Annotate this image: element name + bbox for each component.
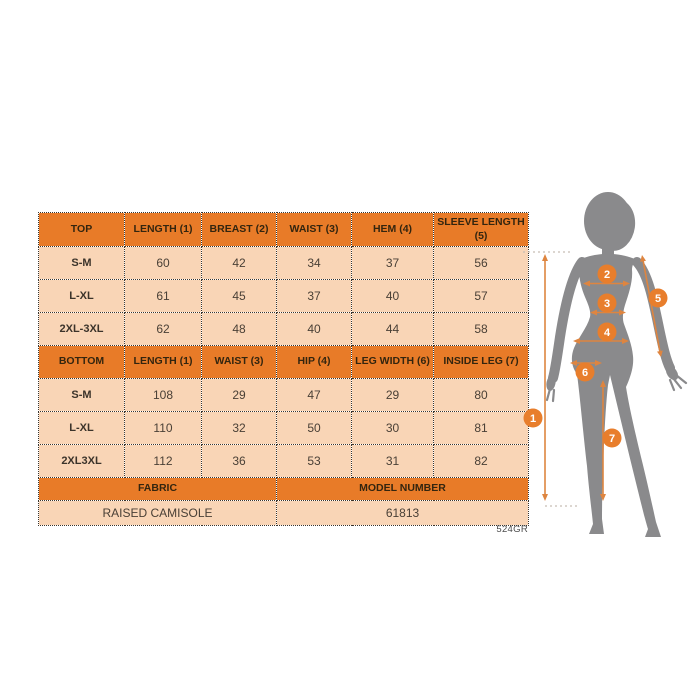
measurement-value: 56 <box>434 247 529 280</box>
marker-5 <box>649 289 668 308</box>
measurement-value: 29 <box>352 379 434 412</box>
measurement-value: 58 <box>434 313 529 346</box>
model-number-value: 61813 <box>277 501 529 526</box>
measurement-value: 29 <box>202 379 277 412</box>
column-header-sleeve-length: SLEEVE LENGTH (5) <box>434 213 529 247</box>
column-header-leg-width: LEG WIDTH (6) <box>352 346 434 379</box>
measurement-value: 81 <box>434 412 529 445</box>
table-row <box>39 247 529 280</box>
marker-4 <box>598 323 617 342</box>
model-number-label: MODEL NUMBER <box>277 478 529 501</box>
measurement-value: 37 <box>352 247 434 280</box>
marker-7 <box>603 429 622 448</box>
fabric-label: FABRIC <box>39 478 277 501</box>
column-header-hip: HIP (4) <box>277 346 352 379</box>
svg-text:7: 7 <box>608 432 616 445</box>
size-label: S-M <box>39 379 125 412</box>
measurement-value: 50 <box>277 412 352 445</box>
measurement-value: 108 <box>125 379 202 412</box>
measurement-value: 32 <box>202 412 277 445</box>
measurement-value: 57 <box>434 280 529 313</box>
size-label: 2XL3XL <box>39 445 125 478</box>
marker-1 <box>524 409 543 428</box>
bottom-header-row <box>39 346 529 379</box>
measurement-value: 30 <box>352 412 434 445</box>
svg-text:3: 3 <box>603 297 611 310</box>
measurement-value: 36 <box>202 445 277 478</box>
measurement-value: 40 <box>277 313 352 346</box>
fabric-value: RAISED CAMISOLE <box>39 501 277 526</box>
measurement-value: 110 <box>125 412 202 445</box>
size-chart-table <box>38 212 529 526</box>
table-row <box>39 445 529 478</box>
top-header-row <box>39 213 529 247</box>
column-header-waist: WAIST (3) <box>277 213 352 247</box>
table-row <box>39 379 529 412</box>
measurement-value: 60 <box>125 247 202 280</box>
measurement-value: 80 <box>434 379 529 412</box>
measurement-value: 62 <box>125 313 202 346</box>
measurement-value: 48 <box>202 313 277 346</box>
measurement-value: 112 <box>125 445 202 478</box>
size-label: S-M <box>39 247 125 280</box>
column-header-hem: HEM (4) <box>352 213 434 247</box>
svg-text:4: 4 <box>603 326 611 339</box>
measurement-arrow-1 <box>542 254 548 501</box>
column-header-bottom: BOTTOM <box>39 346 125 379</box>
column-header-top: TOP <box>39 213 125 247</box>
footer-value-row <box>39 501 529 526</box>
measurement-value: 37 <box>277 280 352 313</box>
svg-text:5: 5 <box>654 292 662 305</box>
measurement-figure <box>520 175 700 545</box>
measurement-value: 82 <box>434 445 529 478</box>
svg-text:6: 6 <box>581 366 589 379</box>
product-code: 524GR <box>496 524 528 535</box>
column-header-inside-leg: INSIDE LEG (7) <box>434 346 529 379</box>
measurement-value: 53 <box>277 445 352 478</box>
column-header-breast: BREAST (2) <box>202 213 277 247</box>
measurement-value: 31 <box>352 445 434 478</box>
table-row <box>39 412 529 445</box>
column-header-waist: WAIST (3) <box>202 346 277 379</box>
measurement-value: 34 <box>277 247 352 280</box>
column-header-length: LENGTH (1) <box>125 346 202 379</box>
svg-text:1: 1 <box>529 412 537 425</box>
marker-6 <box>576 363 595 382</box>
size-label: 2XL-3XL <box>39 313 125 346</box>
measurement-value: 45 <box>202 280 277 313</box>
measurement-value: 40 <box>352 280 434 313</box>
footer-header-row <box>39 478 529 501</box>
measurement-value: 42 <box>202 247 277 280</box>
marker-2 <box>598 265 617 284</box>
svg-text:2: 2 <box>603 268 611 281</box>
table-row <box>39 280 529 313</box>
figure-silhouette <box>545 192 686 537</box>
measurement-value: 61 <box>125 280 202 313</box>
column-header-length: LENGTH (1) <box>125 213 202 247</box>
measurement-value: 47 <box>277 379 352 412</box>
size-label: L-XL <box>39 412 125 445</box>
size-label: L-XL <box>39 280 125 313</box>
marker-3 <box>598 294 617 313</box>
table-row <box>39 313 529 346</box>
measurement-value: 44 <box>352 313 434 346</box>
